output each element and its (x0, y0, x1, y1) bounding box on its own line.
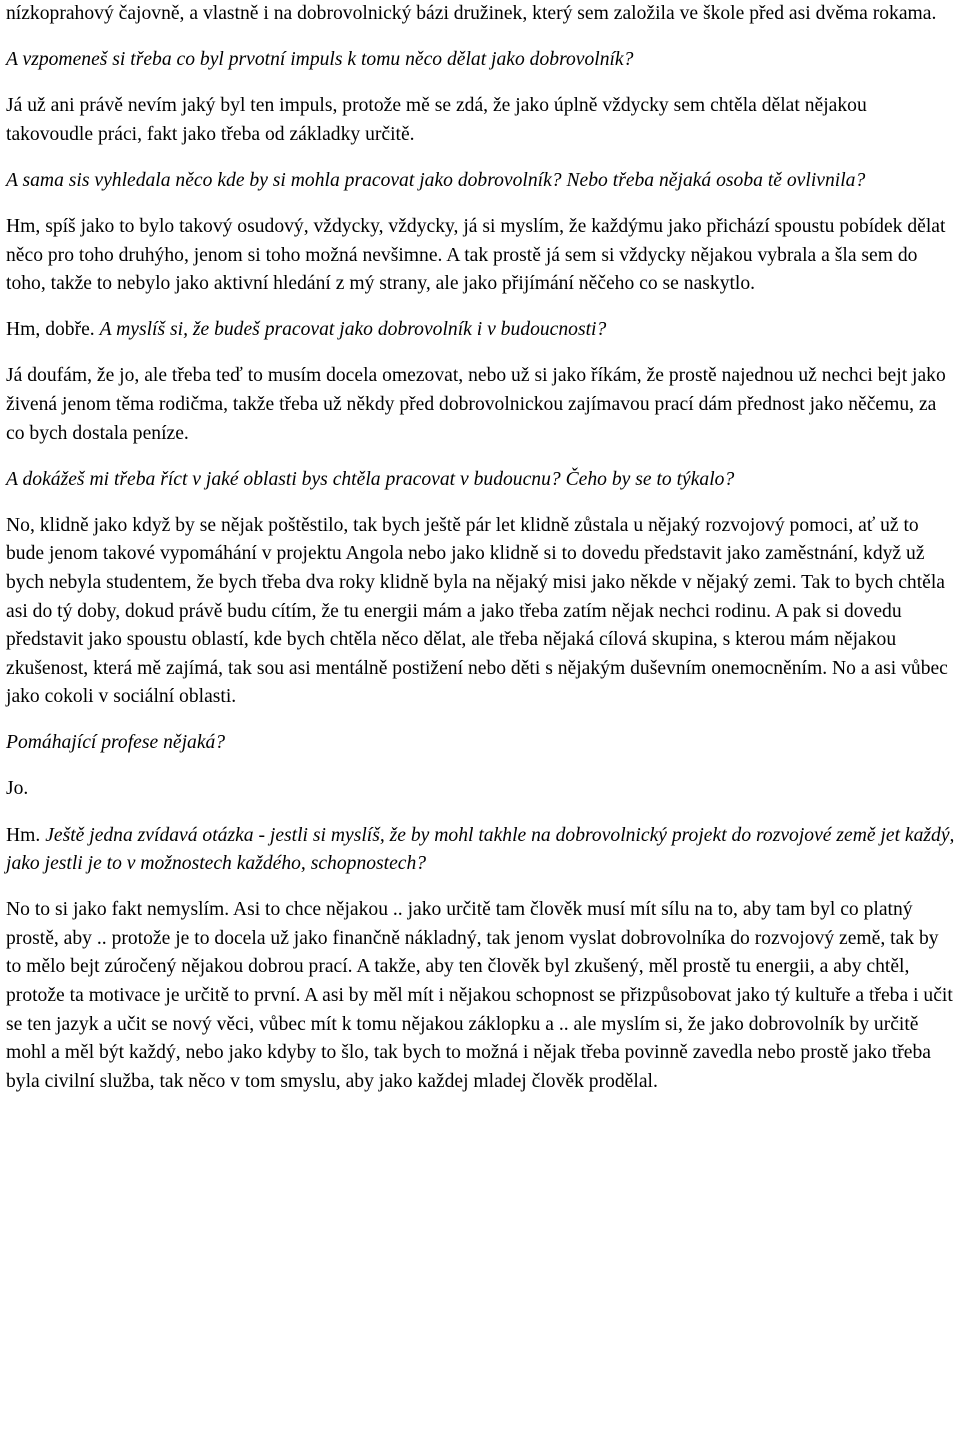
respondent-text: Jo. (6, 778, 29, 800)
paragraph (6, 92, 956, 149)
respondent-text: Já doufám, že jo, ale třeba teď to musím docela omezovat, nebo už si jako říkám, že prostě najednou už nechci bejt jako živená jenom těma rodičma, takže třeba už někdy před dobrovolnickou zajímavou prací dám přednost jako něčemu, za co bych dostala peníze. (6, 365, 946, 444)
interviewer-question: Pomáhající profese nějaká? (6, 732, 226, 754)
respondent-text: Hm. (6, 824, 46, 846)
interviewer-question: A dokážeš mi třeba říct v jaké oblasti bys chtěla pracovat v budoucnu? Čeho by se to týkalo? (6, 468, 735, 490)
respondent-text: nízkoprahový čajovně, a vlastně i na dobrovolnický bázi družinek, který sem založila ve škole před asi dvěma rokama. (6, 3, 937, 24)
respondent-text: No to si jako fakt nemyslím. Asi to chce nějakou .. jako určitě tam člověk musí mít sílu na to, aby tam byl co platný prostě, aby .. protože je to docela už jako finančně nákladný, tak jenom vyslat dobrovolníka do rozvojový země, tak by to mělo bejt zúročený nějakou dobrou prací. A takže, aby ten člověk byl zkušený, měl prostě tu energii, a aby chtěl, protože ta motivace je určitě to první. A asi by měl mít i nějakou schopnost se přizpůsobovat jako tý kultuře a třeba i učit se ten jazyk a učit se nový věci, vůbec mít k tomu nějakou záklopku a .. ale myslím si, že jako dobrovolník by určitě mohl a měl být každý, nebo jako kdyby to šlo, tak bych to možná i nějak třeba povinně zavedla nebo prostě jako třeba byla civilní služba, tak něco v tom smyslu, aby jako každej mladej člověk prodělal. (6, 899, 953, 1092)
paragraph (6, 213, 956, 299)
paragraph (6, 316, 956, 345)
interviewer-question: A vzpomeneš si třeba co byl prvotní impuls k tomu něco dělat jako dobrovolník? (6, 49, 634, 71)
paragraph (6, 46, 956, 75)
interviewer-question: A myslíš si, že budeš pracovat jako dobrovolník i v budoucnosti? (99, 319, 607, 341)
respondent-text: Hm, spíš jako to bylo takový osudový, vždycky, vždycky, já si myslím, že každýmu jako přichází spoustu pobídek dělat něco pro toho druhýho, jenom si toho možná nevšimne. A tak prostě já sem si vždycky nějakou vybrala a šla sem do toho, takže to nebylo jako aktivní hledání z mý strany, ale jako přijímání něčeho co se naskytlo. (6, 215, 946, 295)
respondent-text: No, klidně jako když by se nějak poštěstilo, tak bych ještě pár let klidně zůstala u nějaký rozvojový pomoci, ať už to bude jenom takové vypomáhání v projektu Angola nebo jako klidně si to dovedu představit jako zaměstnání, když už bych nebyla studentem, že bych třeba dva roky klidně byla na nějaký misi jako někde v nějaký zemi. Tak to bych chtěla asi do tý doby, dokud právě budu cítím, že tu energii mám a jako třeba zatím nějak nechci rodinu. A pak si dovedu představit jako spoustu oblastí, kde bych chtěla něco dělat, ale třeba nějaká cílová skupina, s kterou mám nějakou zkušenost, která mě zajímá, tak sou asi mentálně postižení nebo děti s nějakým duševním onemocněním. No a asi vůbec jako cokoli v sociální oblasti. (6, 514, 948, 708)
interviewer-question: A sama sis vyhledala něco kde by si mohla pracovat jako dobrovolník? Nebo třeba nějaká osoba tě ovlivnila? (6, 169, 866, 191)
paragraph (6, 512, 956, 712)
paragraph (6, 362, 956, 448)
paragraph (6, 896, 956, 1096)
respondent-text: Hm, dobře. (6, 319, 100, 341)
paragraph (6, 0, 956, 29)
paragraph (6, 822, 956, 879)
paragraph (6, 466, 956, 495)
respondent-text: Já už ani právě nevím jaký byl ten impuls, protože mě se zdá, že jako úplně vždycky sem chtěla dělat nějakou takovoudle práci, fakt jako třeba od základky určitě. (6, 95, 867, 145)
interviewer-question: Ještě jedna zvídavá otázka - jestli si myslíš, že by mohl takhle na dobrovolnický projekt do rozvojové země jet každý, jako jestli je to v možnostech každého, schopnostech? (6, 824, 955, 875)
paragraph (6, 729, 956, 758)
document-page (6, 0, 956, 1114)
paragraph (6, 167, 956, 196)
paragraph (6, 775, 956, 804)
